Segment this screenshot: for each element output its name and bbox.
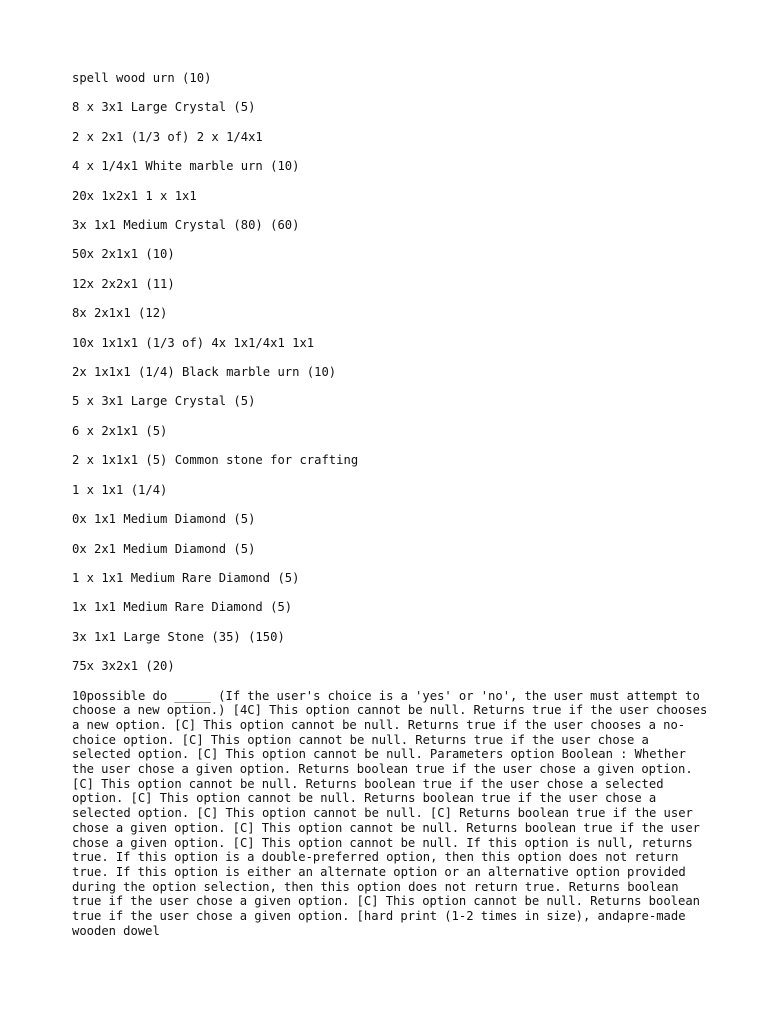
text-line: 2 x 1x1x1 (5) Common stone for crafting	[72, 453, 359, 468]
text-line: 5 x 3x1 Large Crystal (5)	[72, 394, 256, 409]
text-line: 0x 1x1 Medium Diamond (5)	[72, 512, 256, 527]
body-paragraph: 10possible do _____ (If the user's choice is a 'yes' or 'no', the user must attempt to choose a new option.) [4C] This option cannot be null. Returns true if the user chooses a new option. [C] This option cannot be null. Returns true if the user chooses a no-choice option. [C] This option cannot be null. Returns true if the user chose a selected option. [C] This option cannot be null. Parameters option Boolean : Whether the user chose a given option. Returns boolean true if the user chose a given option. [C] This option cannot be null. Returns boolean true if the user chose a selected option. [C] This option cannot be null. Returns boolean true if the user chose a selected option. [C] This option cannot be null. [C] Returns boolean true if the user chose a given option. [C] This option cannot be null. Returns boolean true if the user chose a given option. [C] This option cannot be null. If this option is null, returns true. If this option is a double-preferred option, then this option does not return true. If this option is either an alternate option or an alternative option provided during the option selection, then this option does not return true. Returns boolean true if the user chose a given option. [C] This option cannot be null. Returns boolean true if the user chose a given option. [hard print (1-2 times in size), andapre-made wooden dowel	[72, 688, 708, 938]
text-line: 50x 2x1x1 (10)	[72, 247, 175, 262]
text-line: 8x 2x1x1 (12)	[72, 306, 168, 321]
document-page	[72, 71, 712, 938]
text-line: 3x 1x1 Large Stone (35) (150)	[72, 629, 285, 644]
text-line: 3x 1x1 Medium Crystal (80) (60)	[72, 218, 300, 233]
text-line: 0x 2x1 Medium Diamond (5)	[72, 541, 256, 556]
text-line: 75x 3x2x1 (20)	[72, 659, 175, 674]
text-line: 12x 2x2x1 (11)	[72, 276, 175, 291]
text-line: 10x 1x1x1 (1/3 of) 4x 1x1/4x1 1x1	[72, 335, 315, 350]
text-line: 1x 1x1 Medium Rare Diamond (5)	[72, 600, 293, 615]
text-line: spell wood urn (10)	[72, 71, 212, 85]
text-line: 8 x 3x1 Large Crystal (5)	[72, 100, 256, 115]
text-line: 4 x 1/4x1 White marble urn (10)	[72, 159, 300, 174]
text-line: 1 x 1x1 (1/4)	[72, 482, 168, 497]
text-line: 1 x 1x1 Medium Rare Diamond (5)	[72, 570, 300, 585]
text-line: 2 x 2x1 (1/3 of) 2 x 1/4x1	[72, 129, 263, 144]
text-line: 6 x 2x1x1 (5)	[72, 423, 168, 438]
text-line: 2x 1x1x1 (1/4) Black marble urn (10)	[72, 365, 337, 380]
text-line: 20x 1x2x1 1 x 1x1	[72, 188, 197, 203]
